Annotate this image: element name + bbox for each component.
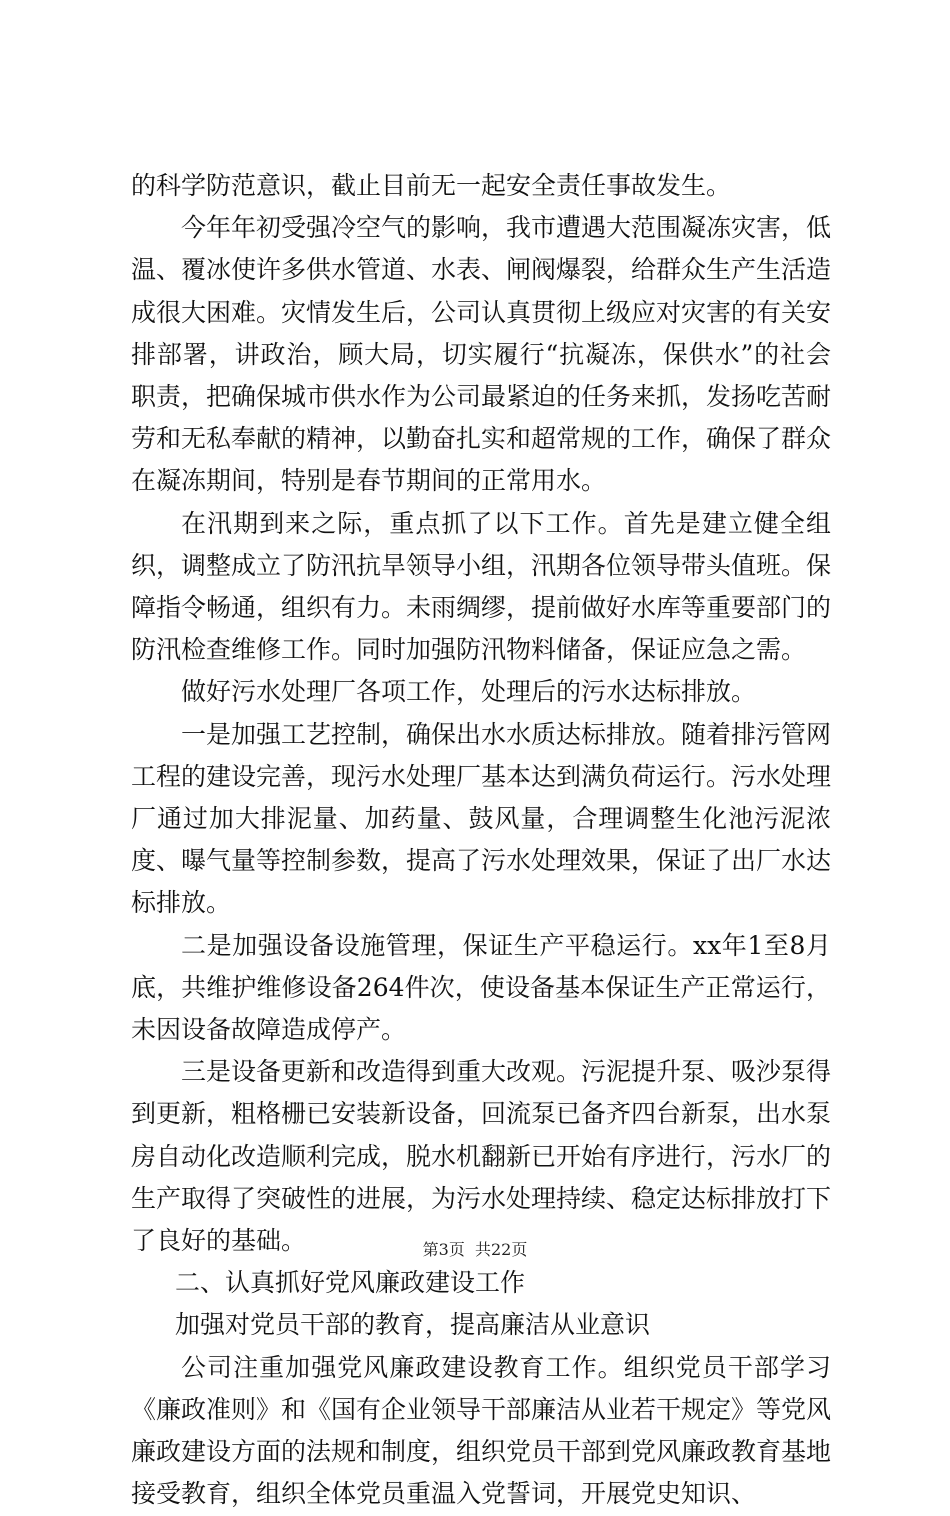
paragraph-sewage-heading: 做好污水处理厂各项工作，处理后的污水达标排放。 [181, 677, 757, 707]
paragraph-freeze-disaster: 今年年初受强冷空气的影响，我市遭遇大范围凝冻灾害，低温、覆冰使许多供水管道、水表、闸阀爆裂，给群众生产生活造成很大困难。灾情发生后，公司认真贯彻上级应对灾害的有关安排部署，讲政治，顾大局，切实履行“抗凝冻，保供水”的社会职责，把确保城市供水作为公司最紧迫的任务来抓，发扬吃苦耐劳和无私奉献的精神，以勤奋扎实和超常规的工作，确保了群众在凝冻期间，特别是春节期间的正常用水。 [131, 213, 832, 496]
paragraph-continuation: 的科学防范意识，截止目前无一起安全责任事故发生。 [131, 171, 732, 200]
paragraph-process-control: 一是加强工艺控制，确保出水水质达标排放。随着排污管网工程的建设完善，现污水处理厂基本达到满负荷运行。污水处理厂通过加大排泥量、加药量、鼓风量，合理调整生化池污泥浓度、曝气量等控制参数，提高了污水处理效果，保证了出厂水达标排放。 [131, 719, 832, 918]
paragraph-equipment-upgrade: 三是设备更新和改造得到重大改观。污泥提升泵、吸沙泵得到更新，粗格栅已安装新设备，回流泵已备齐四台新泵，出水泵房自动化改造顺利完成，脱水机翻新已开始有序进行，污水厂的生产取得了突破性的进展，为污水处理持续、稳定达标排放打下了良好的基础。 [131, 1057, 832, 1256]
page-number-label: 第3页 共22页 [422, 1240, 528, 1259]
paragraph-equipment-management: 二是加强设备设施管理，保证生产平稳运行。xx年1至8月底，共维护维修设备264件次，使设备基本保证生产正常运行，未因设备故障造成停产。 [131, 930, 831, 1045]
subheading-education: 加强对党员干部的教育，提高廉洁从业意识 [175, 1310, 651, 1340]
page-footer [0, 1240, 950, 1260]
section-heading-party-conduct: 二、认真抓好党风廉政建设工作 [175, 1268, 526, 1298]
paragraph-integrity-education: 公司注重加强党风廉政建设教育工作。组织党员干部学习《廉政准则》和《国有企业领导干部廉洁从业若干规定》等党风廉政建设方面的法规和制度，组织党员干部到党风廉政教育基地接受教育，组织全体党员重温入党誓词，开展党史知识、 [131, 1352, 832, 1509]
document-body [131, 165, 831, 1516]
paragraph-flood-season: 在汛期到来之际，重点抓了以下工作。首先是建立健全组织，调整成立了防汛抗旱领导小组，汛期各位领导带头值班。保障指令畅通，组织有力。未雨绸缪，提前做好水库等重要部门的防汛检查维修工作。同时加强防汛物料储备，保证应急之需。 [131, 508, 832, 665]
